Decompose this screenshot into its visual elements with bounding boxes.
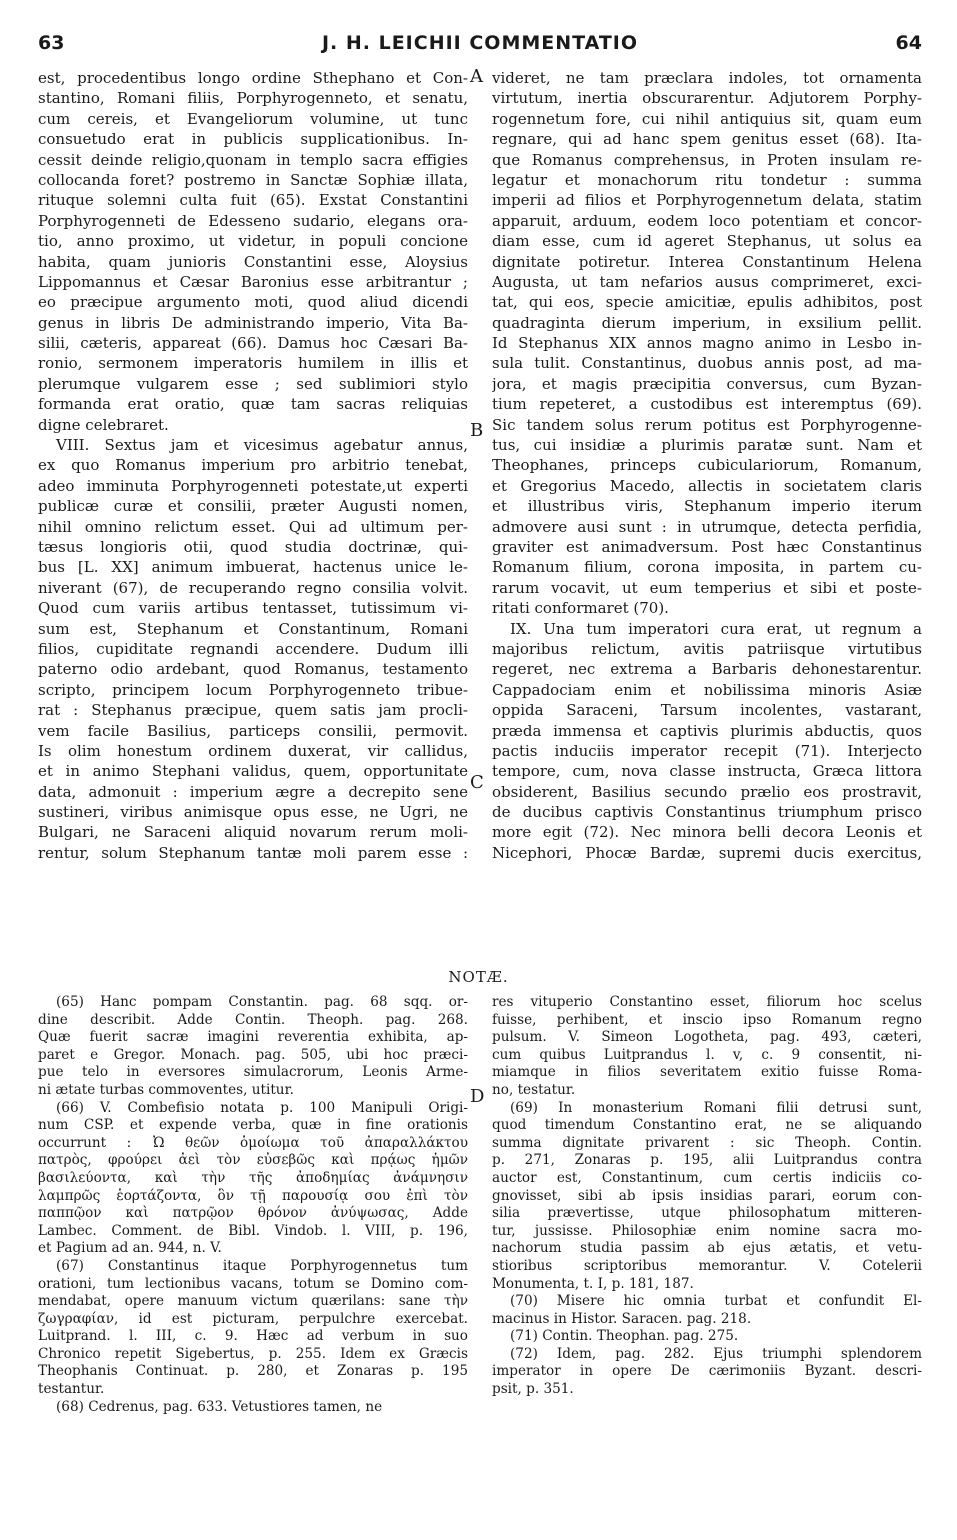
text-line: rentur, solum Stephanum tantæ moli parem esse : bbox=[38, 843, 468, 862]
text-line: Quod cum variis artibus tentasset, tutissimum vi- bbox=[38, 599, 468, 618]
text-line: fuisse, perhibent, et inscio ipso Romanum regno bbox=[492, 1011, 922, 1028]
running-title: J. H. LEICHII COMMENTATIO bbox=[321, 32, 639, 54]
text-line: de ducibus captivis Constantinus triumphum prisco bbox=[492, 803, 922, 822]
text-line: nachorum studia passim ab ejus ætatis, et vetu- bbox=[492, 1240, 922, 1257]
text-line: niverant (67), de recuperando regno consilia volvit. bbox=[38, 578, 468, 597]
text-line: rogennetum fore, cui nihil antiquius sit, quam eum bbox=[492, 109, 922, 128]
text-line: Porphyrogenneti de Edesseno sudario, elegans ora- bbox=[38, 211, 468, 230]
text-line: plerumque vulgarem esse ; sed sublimiori stylo bbox=[38, 374, 468, 393]
text-line: legatur et monachorum ritu tondetur : summa bbox=[492, 170, 922, 189]
text-line: occurrunt : Ὦ θεῶν ὁμοίωμα τοῦ ἀπαραλλάκτου bbox=[38, 1134, 468, 1151]
text-line: Cappadociam enim et nobilissima minoris Asiæ bbox=[492, 680, 922, 699]
text-line: ex quo Romanus imperium pro arbitrio tenebat, bbox=[38, 456, 468, 475]
text-line: (68) Cedrenus, pag. 633. Vetustiores tamen, ne bbox=[56, 1398, 383, 1415]
text-line: habita, quam junioris Constantini esse, Aloysius bbox=[38, 252, 468, 271]
text-line: Bulgari, ne Saraceni aliquid novarum rerum moli- bbox=[38, 823, 468, 842]
text-line: (65) Hanc pompam Constantin. pag. 68 sqq. or- bbox=[56, 994, 468, 1010]
text-line: Augusta, ut tam nefarios ausus comprimeret, exci- bbox=[492, 272, 922, 291]
text-line: et Gregorius Macedo, allectis in societatem claris bbox=[492, 476, 922, 495]
text-line: digne celebraret. bbox=[38, 415, 169, 434]
text-line: cessit deinde religio,quonam in templo sacra effigies bbox=[38, 150, 468, 169]
text-line: βασιλεύοντα, καὶ τὴν τῆς ἀποδημίας ἀνάμνησιν bbox=[38, 1169, 468, 1186]
text-line: data, admonuit : imperium ægre a decrepito sene bbox=[38, 782, 468, 801]
main-text-left-column bbox=[38, 68, 468, 863]
text-line: sum est, Stephanum et Constantinum, Romani bbox=[38, 619, 468, 638]
text-line: Lambec. Comment. de Bibl. Vindob. l. VIII, p. 196, bbox=[38, 1222, 468, 1239]
text-line: dignitate potiretur. Interea Constantinum Helena bbox=[492, 252, 922, 271]
text-line: silii, cæteris, appareat (66). Damus hoc Cæsari Ba- bbox=[38, 334, 468, 353]
footnotes-right-column bbox=[492, 994, 922, 1399]
text-line: Sic tandem solus rerum potitus est Porphyrogenne- bbox=[492, 415, 922, 434]
text-line: quod timendum Constantino erat, ne se aliquando bbox=[492, 1117, 922, 1134]
text-line: VIII. Sextus jam et vicesimus agebatur annus, bbox=[56, 436, 468, 455]
text-line: tus, cui insidiæ a plurimis paratæ sunt. Nam et bbox=[492, 436, 922, 455]
text-line: sustineri, viribus animisque opus esse, ne Ugri, ne bbox=[38, 803, 468, 822]
text-line: res vituperio Constantino esset, filiorum hoc scelus bbox=[492, 994, 922, 1010]
text-line: Chronico repetit Sigebertus, p. 255. Idem ex Græcis bbox=[38, 1345, 468, 1362]
text-line: (71) Contin. Theophan. pag. 275. bbox=[510, 1328, 739, 1345]
text-line: (70) Misere hic omnia turbat et confundit El- bbox=[510, 1293, 922, 1310]
text-line: (69) In monasterium Romani filii detrusi sunt, bbox=[510, 1099, 922, 1116]
text-line: tæsus longioris otii, quod studia doctrinæ, qui- bbox=[38, 537, 468, 556]
text-line: est, procedentibus longo ordine Sthephano et Con- bbox=[38, 69, 468, 87]
text-line: summa dignitate privarent : sic Theoph. Contin. bbox=[492, 1134, 922, 1151]
text-line: et Pagium ad an. 944, n. V. bbox=[38, 1240, 222, 1257]
text-line: eo præcipue argumento moti, quod aliud dicendi bbox=[38, 293, 468, 312]
text-line: Monumenta, t. I, p. 181, 187. bbox=[492, 1275, 694, 1292]
text-line: filios, cupiditate regnandi accendere. Dudum illi bbox=[38, 639, 468, 658]
text-line: sula tulit. Constantinus, duobus annis post, ad ma- bbox=[492, 354, 922, 373]
text-line: (72) Idem, pag. 282. Ejus triumphi splendorem bbox=[510, 1345, 922, 1362]
text-line: diam esse, cum id ageret Stephanus, ut solus ea bbox=[492, 232, 922, 251]
text-line: virtutum, inertia obscurarentur. Adjutorem Porphy- bbox=[492, 89, 922, 108]
text-line: stioribus scriptoribus memorantur. V. Cotelerii bbox=[492, 1257, 922, 1274]
text-line: Is olim honestum ordinem duxerat, vir callidus, bbox=[38, 741, 468, 760]
text-line: (66) V. Combefisio notata p. 100 Manipuli Origi- bbox=[56, 1099, 468, 1116]
text-line: (67) Constantinus itaque Porphyrogennetus tum bbox=[56, 1257, 468, 1274]
text-line: more egit (72). Nec minora belli decora Leonis et bbox=[492, 823, 922, 842]
text-line: vem facile Basilius, particeps consilii, permovit. bbox=[38, 721, 468, 740]
text-line: admovere ausi sunt : in utrumque, detecta perfidia, bbox=[492, 517, 922, 536]
text-line: pue telo in eversores simulacrorum, Leonis Arme- bbox=[38, 1064, 468, 1081]
text-line: psit, p. 351. bbox=[492, 1381, 574, 1398]
text-line: paterno odio ardebant, quod Romanus, testamento bbox=[38, 660, 468, 679]
text-line: videret, ne tam præclara indoles, tot ornamenta bbox=[492, 69, 922, 87]
text-line: παππῷον καὶ πατρῷον θρόνον ἀνύψωσας, Adde bbox=[38, 1205, 468, 1222]
text-line: Lippomannus et Cæsar Baronius esse arbitrantur ; bbox=[38, 272, 468, 291]
text-line: genus in libris De administrando imperio, Vita Ba- bbox=[38, 313, 468, 332]
text-line: imperator in opere De cærimoniis Byzant. descri- bbox=[492, 1363, 922, 1380]
margin-marker-b: B bbox=[470, 420, 484, 441]
text-line: no, testatur. bbox=[492, 1081, 576, 1098]
text-line: formanda erat oratio, quæ tam sacras reliquias bbox=[38, 395, 468, 414]
text-line: πατρὸς, φρούρει ἀεὶ τὸν εὐσεβῶς καὶ πρᾴως ἡμῶν bbox=[38, 1152, 468, 1169]
text-line: tio, anno proximo, ut videtur, in populi concione bbox=[38, 232, 468, 251]
text-line: orationi, tum lectionibus vacans, totum se Domino com- bbox=[38, 1275, 468, 1292]
text-line: rat : Stephanus præcipue, quem satis jam procli- bbox=[38, 701, 468, 720]
text-line: bus [L. XX] animum imbuerat, hactenus unice le- bbox=[38, 558, 468, 577]
footnotes-left-column bbox=[38, 994, 468, 1416]
text-line: rituque solemni culta fuit (65). Exstat Constantini bbox=[38, 191, 468, 210]
text-line: scripto, principem locum Porphyrogenneto tribue- bbox=[38, 680, 468, 699]
text-line: præda immensa et captivis plurimis abductis, quos bbox=[492, 721, 922, 740]
text-line: ronio, sermonem imperatoris humilem in illis et bbox=[38, 354, 468, 373]
text-line: tempore, cum, nova classe instructa, Græca littora bbox=[492, 762, 922, 781]
text-line: que Romanus comprehensus, in Proten insulam re- bbox=[492, 150, 922, 169]
text-line: adeo imminuta Porphyrogenneti potestate,ut experti bbox=[38, 476, 468, 495]
text-line: regeret, nec extrema a Barbaris dehonestarentur. bbox=[492, 660, 922, 679]
text-line: Id Stephanus XIX annos magno animo in Lesbo in- bbox=[492, 334, 922, 353]
text-line: obsiderent, Basilius secundo prælio eos prostravit, bbox=[492, 782, 922, 801]
margin-marker-d: D bbox=[470, 1086, 485, 1107]
text-line: jora, et magis præcipitia conversus, cum Byzan- bbox=[492, 374, 922, 393]
text-line: testantur. bbox=[38, 1381, 105, 1398]
text-line: oppida Saraceni, Tarsum incolentes, vastarant, bbox=[492, 701, 922, 720]
page-number-right: 64 bbox=[895, 32, 922, 54]
main-text-right-column bbox=[492, 68, 922, 863]
text-line: cum cereis, et Evangeliorum volumine, ut tunc bbox=[38, 109, 468, 128]
text-line: p. 271, Zonaras p. 195, alii Luitprandus contra bbox=[492, 1152, 922, 1169]
text-line: IX. Una tum imperatori cura erat, ut regnum a bbox=[510, 619, 922, 638]
text-line: tium repeteret, a custodibus est interemptus (69). bbox=[492, 395, 922, 414]
text-line: imperii ad filios et Porphyrogennetum delata, statim bbox=[492, 191, 922, 210]
margin-marker-c: C bbox=[470, 772, 484, 793]
text-line: cum quibus Luitprandus l. v, c. 9 consentit, ni- bbox=[492, 1046, 922, 1063]
text-line: stantino, Romani filiis, Porphyrogenneto, et senatu, bbox=[38, 89, 468, 108]
text-line: num CSP. et expende verba, quæ in fine orationis bbox=[38, 1117, 468, 1134]
text-line: Romanum filium, corona imposita, in partem cu- bbox=[492, 558, 922, 577]
text-line: ni ætate turbas commoventes, utitur. bbox=[38, 1081, 294, 1098]
text-line: miamque in filios severitatem exitio fuisse Roma- bbox=[492, 1064, 922, 1081]
text-line: Theophanes, princeps cubiculariorum, Romanum, bbox=[492, 456, 922, 475]
text-line: pulsum. V. Simeon Logotheta, pag. 493, cæteri, bbox=[492, 1029, 922, 1046]
text-line: silia prævertisse, utque philosophatum mitteren- bbox=[492, 1205, 922, 1222]
text-line: dine describit. Adde Contin. Theoph. pag. 268. bbox=[38, 1011, 468, 1028]
text-line: graviter est animadversum. Post hæc Constantinus bbox=[492, 537, 922, 556]
text-line: nihil omnino relictum esset. Qui ad ultimum per- bbox=[38, 517, 468, 536]
text-line: auctor est, Constantinum, cum certis indiciis co- bbox=[492, 1169, 922, 1186]
text-line: quadraginta dierum imperium, in exsilium pellit. bbox=[492, 313, 922, 332]
text-line: macinus in Histor. Saracen. pag. 218. bbox=[492, 1310, 752, 1327]
text-line: et illustribus viris, Stephanum imperio iterum bbox=[492, 497, 922, 516]
text-line: publicæ curæ et consilii, præter Augusti nomen, bbox=[38, 497, 468, 516]
text-line: λαμπρῶς ἑορτάζοντα, ὃν τῇ παρουσίᾳ σου ἐπὶ τὸν bbox=[38, 1187, 468, 1204]
page-header bbox=[38, 32, 922, 62]
text-line: mendabat, opere manuum victum quærilans: sane τὴν bbox=[38, 1293, 468, 1310]
text-line: Nicephori, Phocæ Bardæ, supremi ducis exercitus, bbox=[492, 843, 922, 862]
text-line: Quæ fuerit sacræ imagini reverentia exhibita, ap- bbox=[38, 1029, 468, 1046]
text-line: Luitprand. l. III, c. 9. Hæc ad verbum in suo bbox=[38, 1328, 468, 1345]
text-line: tat, qui eos, specie amicitiæ, epulis adhibitos, post bbox=[492, 293, 922, 312]
text-line: regnare, qui ad hanc spem genitus esset (68). Ita- bbox=[492, 130, 922, 149]
text-line: et in animo Stephani validus, quem, opportunitate bbox=[38, 762, 468, 781]
text-line: collocanda foret? postremo in Sanctæ Sophiæ illata, bbox=[38, 170, 468, 189]
text-line: majoribus relictum, avitis patriisque virtutibus bbox=[492, 639, 922, 658]
text-line: apparuit, arduum, eodem loco potentiam et concor- bbox=[492, 211, 922, 230]
text-line: paret e Gregor. Monach. pag. 505, ubi hoc præci- bbox=[38, 1046, 468, 1063]
text-line: tur, jussisse. Philosophiæ enim nomine sacra mo- bbox=[492, 1222, 922, 1239]
text-line: Theophanis Continuat. p. 280, et Zonaras p. 195 bbox=[38, 1363, 468, 1380]
page-number-left: 63 bbox=[38, 32, 65, 54]
margin-marker-a: A bbox=[470, 66, 483, 87]
text-line: pactis induciis imperator recepit (71). Interjecto bbox=[492, 741, 922, 760]
notes-heading: NOTÆ. bbox=[448, 968, 509, 986]
text-line: gnovisset, sibi ab ipsis insidias parari, eorum con- bbox=[492, 1187, 922, 1204]
text-line: ζωγραφίαν, id est picturam, perpulchre exercebat. bbox=[38, 1310, 468, 1327]
text-line: consuetudo erat in publicis supplicationibus. In- bbox=[38, 130, 468, 149]
text-line: rarum vocavit, ut eum temperius et sibi et poste- bbox=[492, 578, 922, 597]
text-line: ritati conformaret (70). bbox=[492, 599, 669, 618]
